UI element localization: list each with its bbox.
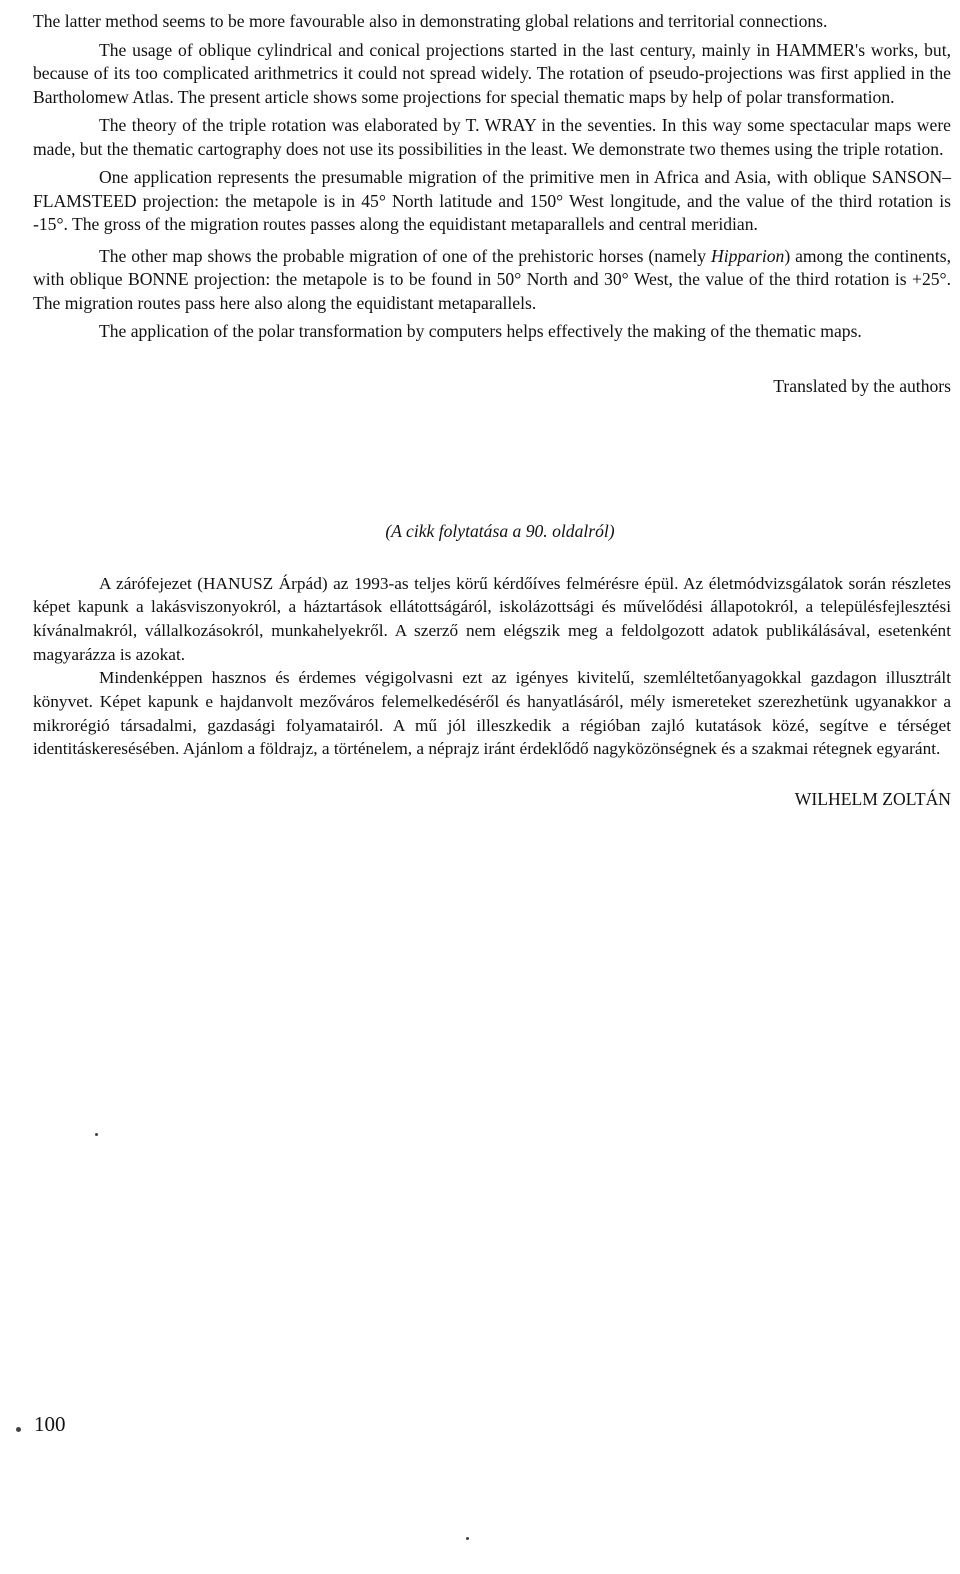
translator-signature: Translated by the authors (773, 375, 951, 396)
paragraph-polar-transformation: The application of the polar transformation by computers helps effectively the making of the thematic maps. (99, 321, 862, 341)
continuation-note: (A cikk folytatása a 90. oldalról) (385, 520, 615, 541)
paragraph-sanson-flamsteed: One application represents the presumable migration of the primitive men in Africa and Asia, with oblique SANSON–FLAMSTEED projection: the metapole is in 45° North latitude and 150° West longitude, and the value of the third rotation is -15°. The gross of the migration routes passes along the equidistant metaparallels and central meridian. (33, 167, 951, 234)
paragraph-bonne-text-after: ) among the continents, with oblique BONNE projection: the metapole is to be found in 50° North and 30° West, the value of the third rotation is +25°. The migration routes pass here also along the equidistant metaparallels. (33, 245, 951, 313)
page-content (33, 10, 951, 810)
stray-speck-mark (95, 1133, 98, 1136)
margin-dot-mark (16, 1427, 21, 1432)
stray-speck-mark (466, 1537, 469, 1540)
english-summary (33, 10, 951, 397)
paragraph-latter-method: The latter method seems to be more favourable also in demonstrating global relations and territorial connections. (33, 11, 828, 31)
paragraph-zarofejezet: A zárófejezet (HANUSZ Árpád) az 1993-as teljes körű kérdőíves felmérésre épül. Az életmódvizsgálatok során részletes képet kapunk a lakásviszonyokról, a háztartások ellátottságáról, iskolázottsági és művelődési állapotokról, a településfejlesztési kívánalmakról, vállalkozásokról, munkahelyekről. A szerző nem elégszik meg a feldolgozott adatok publikálásával, esetenként magyarázza is azokat. (33, 573, 951, 664)
reviewer-signature: WILHELM ZOLTÁN (794, 789, 951, 810)
paragraph-triple-rotation: The theory of the triple rotation was elaborated by T. WRAY in the seventies. In this way some spectacular maps were made, but the thematic cartography does not use its possibilities in the least. We demonstrate two themes using the triple rotation. (33, 115, 951, 159)
page-number: 100 (34, 1412, 66, 1436)
paragraph-mindenkeppen: Mindenképpen hasznos és érdemes végigolvasni ezt az igényes kivitelű, szemléltetőanyagokkal gazdagon illusztrált könyvet. Képet kapunk e hajdanvolt mezőváros felemelkedéséről és hanyatlásáról, mély ismereteket szerezhetünk ugyanakkor a mikrorégió társadalmi, gazdasági folyamatairól. A mű jól illeszkedik a régióban zajló kutatások közé, segítve e térséget identitáskeresésében. Ajánlom a földrajz, a történelem, a néprajz iránt érdeklődő nagyközönségnek és a szakmai rétegnek egyaránt. (33, 668, 951, 759)
paragraph-bonne-projection (33, 245, 951, 316)
hungarian-review (33, 572, 951, 811)
paragraph-bonne-text-before: The other map shows the probable migration of one of the prehistoric horses (namely (99, 245, 711, 266)
hipparion-italic: Hipparion (710, 245, 785, 266)
paragraph-oblique-projections: The usage of oblique cylindrical and conical projections started in the last century, mainly in HAMMER's works, but, because of its too complicated arithmetrics it could not spread widely. The rotation of pseudo-projections was first applied in the Bartholomew Atlas. The present article shows some projections for special thematic maps by help of polar transformation. (33, 39, 951, 107)
